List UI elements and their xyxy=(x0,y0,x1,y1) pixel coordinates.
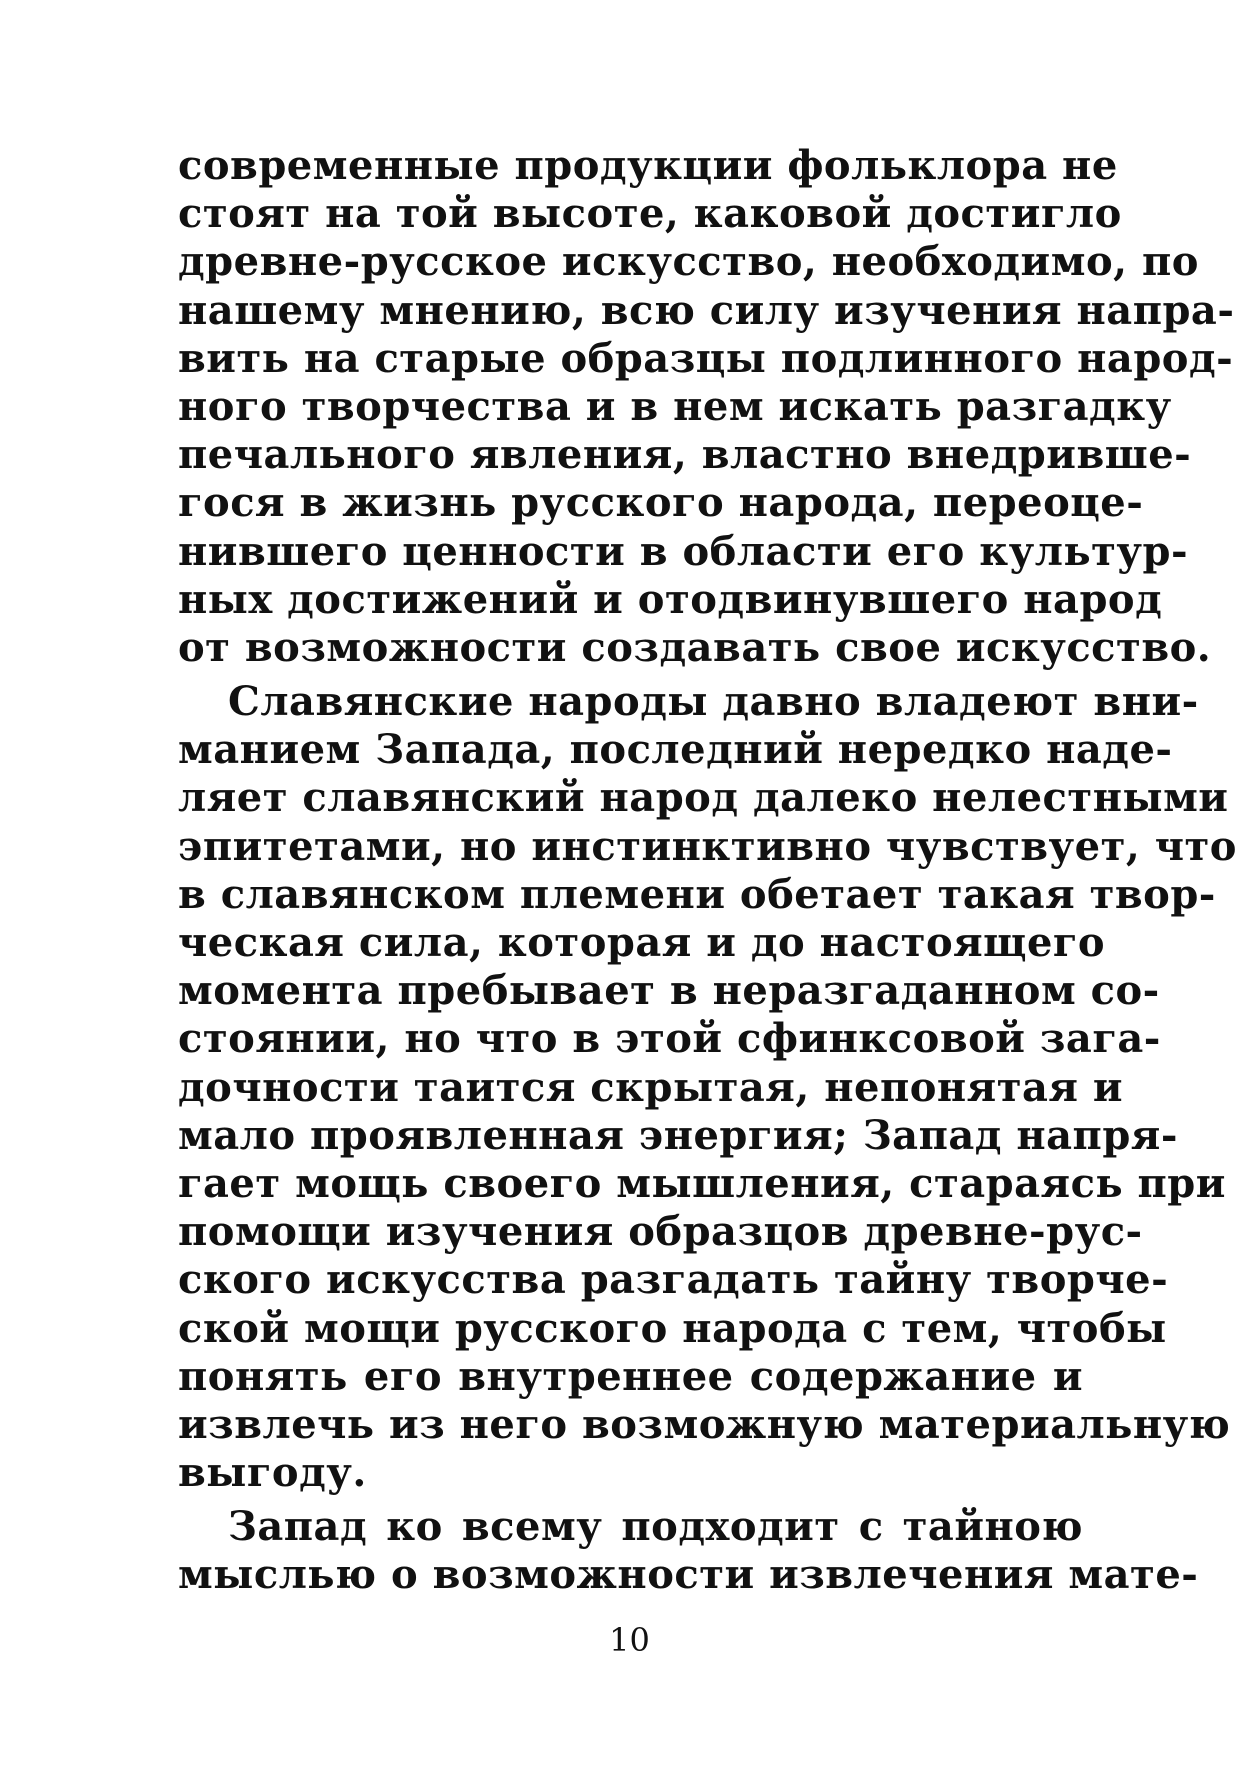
text-line: мало проявленная энергия; Запад напря- xyxy=(178,1111,1178,1159)
text-line: ных достижений и отодвинувшего народ xyxy=(178,575,1163,623)
text-line: вить на старые образцы подлинного народ- xyxy=(178,334,1234,382)
text-line: древне-русское искусство, необходимо, по xyxy=(178,238,1199,286)
text-line: извлечь из него возможную материальную xyxy=(178,1400,1231,1448)
text-line: момента пребывает в неразгаданном со- xyxy=(178,967,1160,1015)
body-text xyxy=(178,142,1237,1600)
text-line: в славянском племени обетает такая твор- xyxy=(178,870,1216,918)
text-line: гося в жизнь русского народа, переоце- xyxy=(178,479,1144,527)
text-line: ляет славянский народ далеко нелестными xyxy=(178,774,1229,822)
text-line: стоят на той высоте, каковой достигло xyxy=(178,190,1122,238)
text-line: эпитетами, но инстинктивно чувствует, что xyxy=(178,822,1237,870)
text-line: мыслью о возможности извлечения мате- xyxy=(178,1551,1199,1599)
paragraph-start-line: Славянские народы давно владеют вни- xyxy=(228,678,1199,726)
page-number: 10 xyxy=(609,1621,650,1659)
text-line: от возможности создавать свое искусство. xyxy=(178,623,1212,671)
text-line: выгоду. xyxy=(178,1449,367,1497)
text-line: современные продукции фольклора не xyxy=(178,142,1118,189)
text-line: ской мощи русского народа с тем, чтобы xyxy=(178,1304,1167,1352)
text-line: дочности таится скрытая, непонятая и xyxy=(178,1063,1124,1111)
text-line: ного творчества и в нем искать разгадку xyxy=(178,382,1172,430)
text-line: стоянии, но что в этой сфинксовой зага- xyxy=(178,1015,1161,1063)
text-line: ского искусства разгадать тайну творче- xyxy=(178,1256,1169,1304)
text-line: манием Запада, последний нередко наде- xyxy=(178,726,1173,774)
text-line: печального явления, властно внедривше- xyxy=(178,431,1192,479)
paragraph-start-line: Запад ко всему подходит с тайною xyxy=(228,1503,1083,1551)
text-line: нившего ценности в области его культур- xyxy=(178,527,1189,575)
text-line: помощи изучения образцов древне-рус- xyxy=(178,1208,1143,1256)
text-line: нашему мнению, всю силу изучения напра- xyxy=(178,286,1235,334)
text-line: понять его внутреннее содержание и xyxy=(178,1352,1083,1400)
text-line: ческая сила, которая и до настоящего xyxy=(178,919,1106,966)
text-line: гает мощь своего мышления, стараясь при xyxy=(178,1159,1226,1207)
